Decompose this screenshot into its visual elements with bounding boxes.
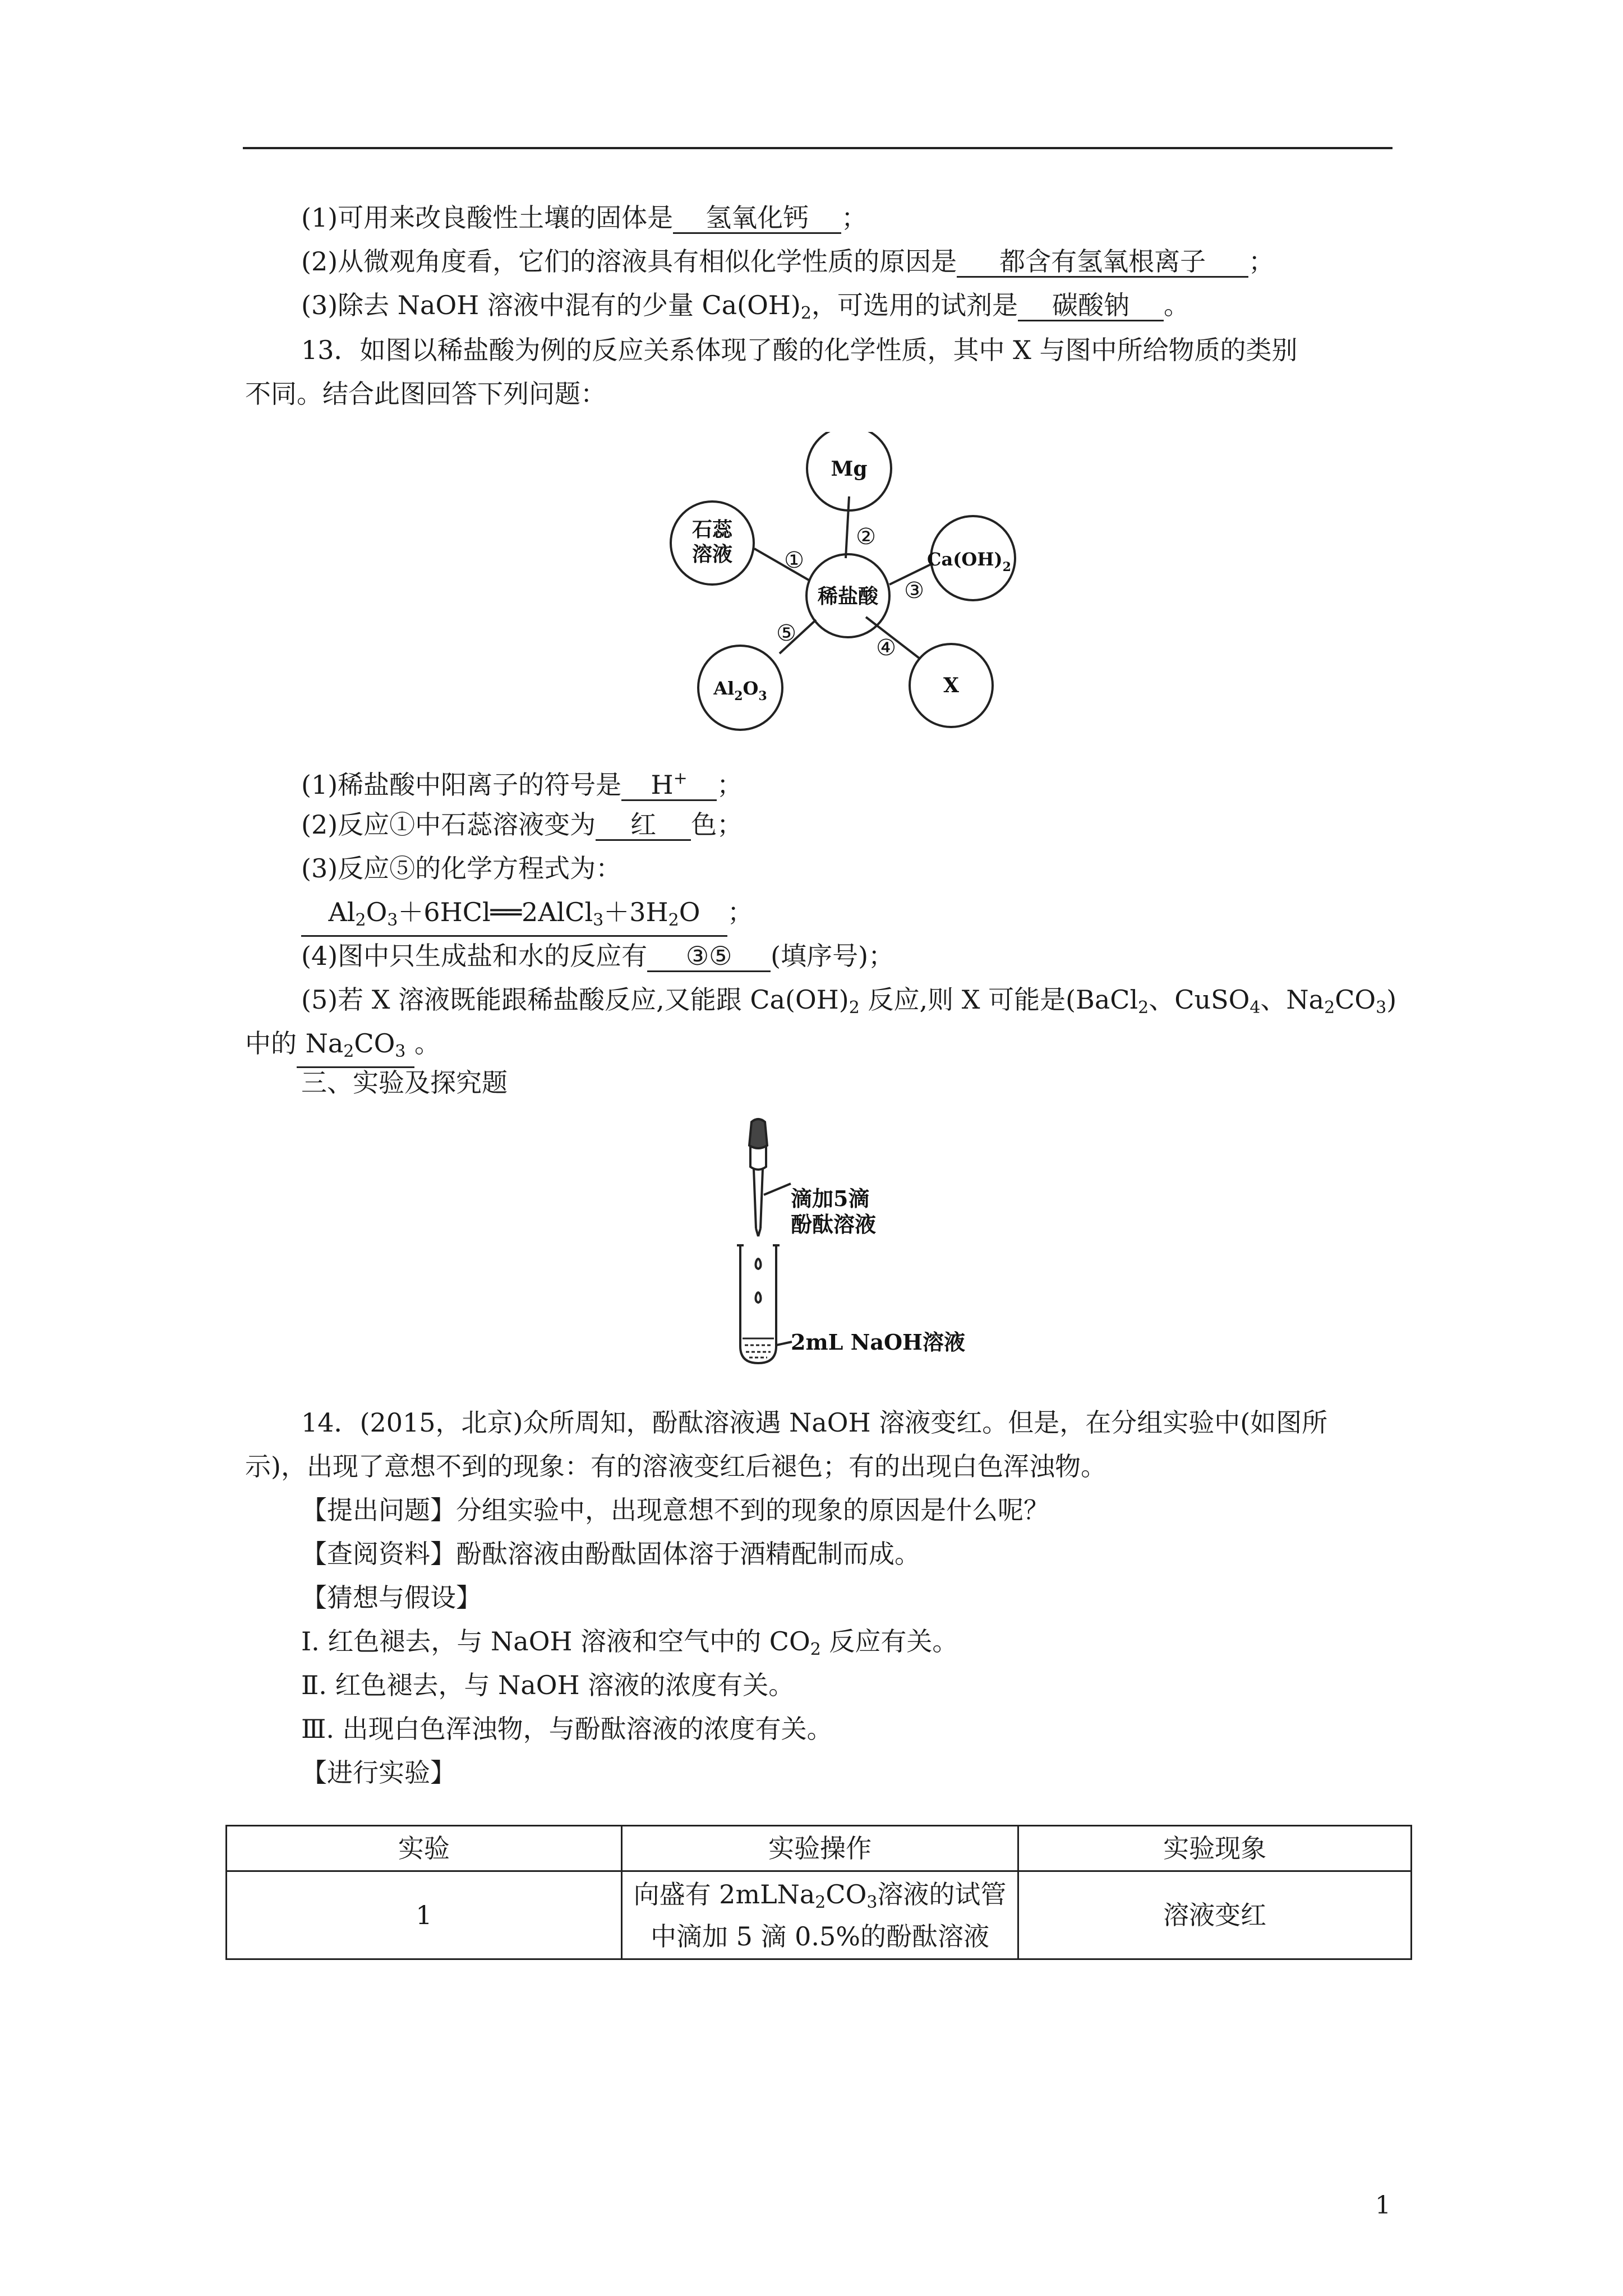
answer-blank: $Al_2O_3+6HCl══2AlCl_3+3H_2O$ bbox=[301, 898, 727, 937]
answer-blank: 红 bbox=[596, 810, 691, 841]
q14-info: 【查阅资料】酚酞溶液由酚酞固体溶于酒精配制而成。 bbox=[301, 1539, 920, 1569]
q14-hypothesis-title: 【猜想与假设】 bbox=[301, 1582, 482, 1613]
reaction-label-1: ① bbox=[784, 547, 804, 573]
page-number: 1 bbox=[1375, 2191, 1391, 2220]
drop-label-1: 滴加5滴 bbox=[791, 1186, 870, 1211]
node-caoh2: $Ca(OH)_2$ bbox=[927, 549, 1011, 574]
experiment-table bbox=[225, 1825, 1412, 1960]
drop-label-2: 酚酞溶液 bbox=[791, 1212, 877, 1237]
table-cell: 溶液变红 bbox=[1018, 1871, 1412, 1959]
q13-intro-line-2: 不同。结合此图回答下列问题： bbox=[245, 379, 606, 409]
q12-line-2: (2)从微观角度看，它们的溶液具有相似化学性质的原因是 都含有氢氧根离子 ； bbox=[301, 246, 1275, 277]
q13-intro-line-1: 13．如图以稀盐酸为例的反应关系体现了酸的化学性质，其中 X 与图中所给物质的类别 bbox=[301, 335, 1298, 365]
header-rule bbox=[243, 147, 1393, 149]
q14-hypothesis-1: Ⅰ. 红色褪去，与 NaOH 溶液和空气中的 $CO_2$ 反应有关。 bbox=[301, 1626, 958, 1659]
q14-line-1: 14．(2015，北京)众所周知，酚酞溶液遇 NaOH 溶液变红。但是，在分组实验中(如图所 bbox=[301, 1407, 1328, 1438]
table-row bbox=[227, 1871, 1412, 1959]
answer-blank: 碳酸钠 bbox=[1018, 291, 1164, 321]
answer-blank: 都含有氢氧根离子 bbox=[957, 247, 1248, 278]
q13-answer-4: (4)图中只生成盐和水的反应有 ③⑤ (填序号)； bbox=[301, 941, 895, 971]
answer-blank: ③⑤ bbox=[647, 941, 771, 972]
table-cell: 向盛有 $2mLNa_2CO_3$溶液的试管 中滴加 5 滴 0.5%的酚酞溶液 bbox=[621, 1871, 1018, 1959]
q14-hypothesis-2: Ⅱ. 红色褪去，与 NaOH 溶液的浓度有关。 bbox=[301, 1670, 795, 1700]
table-header-row bbox=[227, 1826, 1412, 1871]
q13-equation: $Al_2O_3+6HCl══2AlCl_3+3H_2O$ ； bbox=[301, 895, 753, 937]
answer-blank: $Na_2CO_3$ bbox=[297, 1029, 414, 1068]
q13-answer-5-line-1: (5)若 X 溶液既能跟稀盐酸反应,又能跟 $Ca(OH)_2$ 反应,则 X 可能是(BaCl$_2$、CuSO$_4$、$Na_2CO_3$) bbox=[301, 984, 1397, 1018]
reaction-label-5: ⑤ bbox=[776, 620, 796, 646]
node-x: X bbox=[943, 674, 959, 697]
node-mg: Mg bbox=[831, 457, 868, 481]
node-dilute-hcl: 稀盐酸 bbox=[817, 585, 879, 608]
reaction-label-2: ② bbox=[856, 524, 876, 550]
q13-answer-2: (2)反应①中石蕊溶液变为 红 色； bbox=[301, 809, 743, 840]
q14-line-2: 示)，出现了意想不到的现象：有的溶液变红后褪色；有的出现白色浑浊物。 bbox=[245, 1451, 1106, 1481]
q13-answer-3: (3)反应⑤的化学方程式为： bbox=[301, 853, 622, 884]
q14-experiment-title: 【进行实验】 bbox=[301, 1757, 456, 1788]
answer-blank: 氢氧化钙 bbox=[673, 203, 841, 234]
reaction-label-4: ④ bbox=[876, 635, 896, 661]
q13-answer-5-line-2: 中的 $Na_2CO_3$ 。 bbox=[245, 1027, 440, 1068]
table-header: 实验 bbox=[227, 1826, 622, 1871]
node-litmus-1: 石蕊 bbox=[691, 518, 733, 541]
reaction-label-3: ③ bbox=[904, 578, 924, 604]
node-litmus-2: 溶液 bbox=[691, 542, 733, 566]
naoh-label: 2mL NaOH溶液 bbox=[791, 1329, 965, 1355]
q12-line-3: (3)除去 NaOH 溶液中混有的少量 $Ca(OH)_2$，可选用的试剂是 碳酸钠 。 bbox=[301, 290, 1189, 323]
q13-answer-1: (1)稀盐酸中阳离子的符号是 H+ ； bbox=[301, 764, 743, 802]
q12-line-1: (1)可用来改良酸性土壤的固体是 氢氧化钙 ； bbox=[301, 203, 868, 233]
section-heading: 三、实验及探究题 bbox=[301, 1068, 508, 1098]
table-cell: 1 bbox=[227, 1871, 622, 1959]
test-tube-diagram bbox=[718, 1116, 976, 1374]
reaction-diagram bbox=[645, 432, 1038, 746]
q14-hypothesis-3: Ⅲ. 出现白色浑浊物，与酚酞溶液的浓度有关。 bbox=[301, 1714, 833, 1744]
table-header: 实验操作 bbox=[621, 1826, 1018, 1871]
answer-blank: H+ bbox=[621, 764, 717, 801]
node-al2o3: $Al_2O_3$ bbox=[713, 678, 767, 703]
table-header: 实验现象 bbox=[1018, 1826, 1412, 1871]
q14-problem: 【提出问题】分组实验中，出现意想不到的现象的原因是什么呢？ bbox=[301, 1495, 1049, 1525]
